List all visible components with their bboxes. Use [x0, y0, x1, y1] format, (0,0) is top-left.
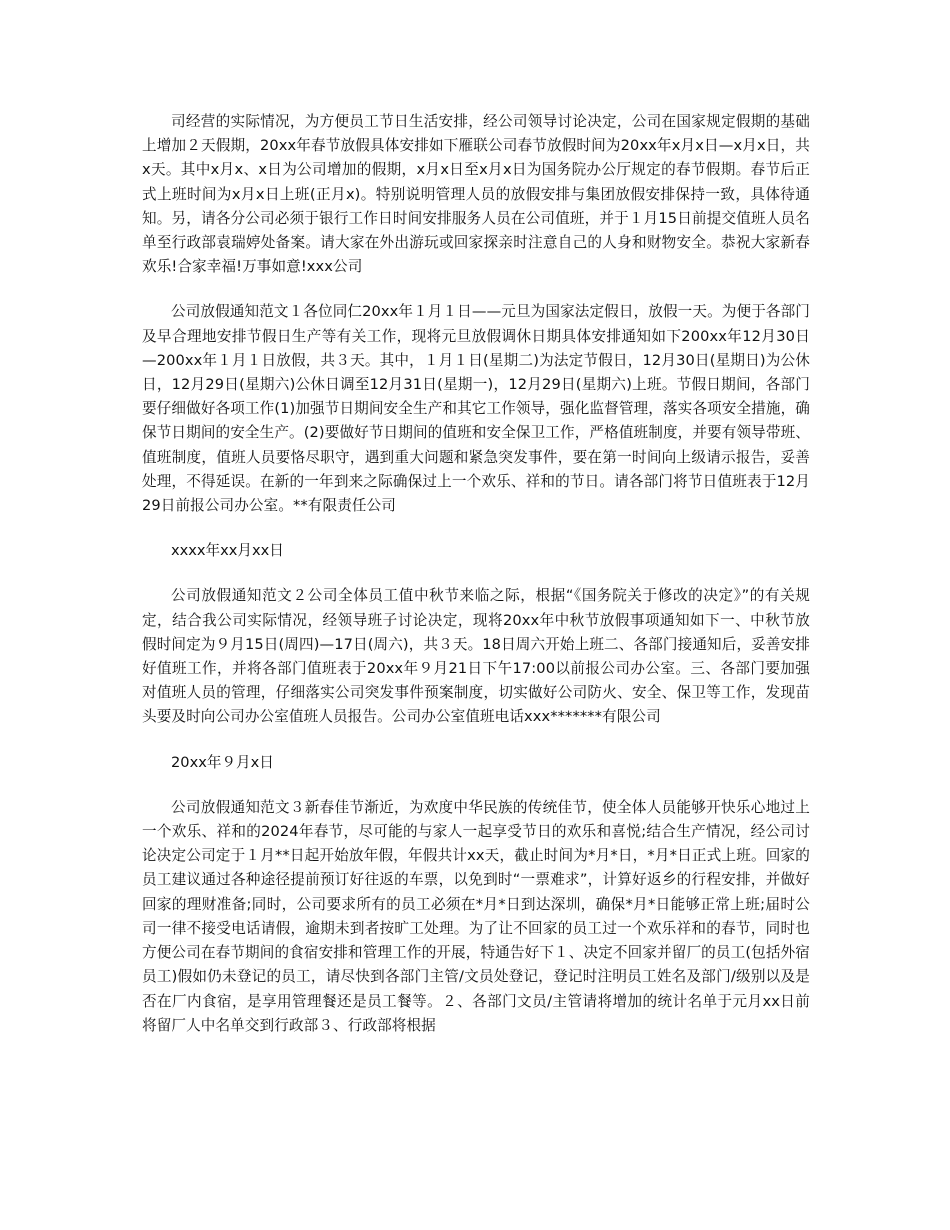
paragraph-spring-festival-notice: 司经营的实际情况，为方便员工节日生活安排，经公司领导讨论决定，公司在国家规定假期的基础上增加２天假期，20xx年春节放假具体安排如下雁联公司春节放假时间为20xx年x月x日—x月x日，共x天。其中x月x、x日为公司增加的假期，x月x日至x月x日为国务院办公厅规定的春节假期。春节后正式上班时间为x月x日上班(正月x)。特别说明管理人员的放假安排与集团放假安排保持一致，具体待通知。另，请各分公司必须于银行工作日时间安排服务人员在公司值班，并于１月15日前提交值班人员名单至行政部袁瑞婷处备案。请大家在外出游玩或回家探亲时注意自己的人身和财物安全。恭祝大家新春欢乐!合家幸福!万事如意!xxx公司	[142, 113, 810, 276]
document-page	[142, 110, 810, 1059]
paragraph-new-year-notice: 公司放假通知范文１各位同仁20xx年１月１日——元旦为国家法定假日，放假一天。为便于各部门及早合理地安排节假日生产等有关工作，现将元旦放假调休日期具体安排通知如下200xx年12月30日—200xx年１月１日放假，共３天。其中，１月１日(星期二)为法定节假日，12月30日(星期日)为公休日，12月29日(星期六)公休日调至12月31日(星期一)，12月29日(星期六)上班。节假日期间，各部门要仔细做好各项工作(1)加强节日期间安全生产和其它工作领导，强化监督管理，落实各项安全措施，确保节日期间的安全生产。(2)要做好节日期间的值班和安全保卫工作，严格值班制度，并要有领导带班、值班制度，值班人员要恪尽职守，遇到重大问题和紧急突发事件，要在第一时间向上级请示报告，妥善处理，不得延误。在新的一年到来之际确保过上一个欢乐、祥和的节日。请各部门将节日值班表于12月29日前报公司办公室。**有限责任公司	[142, 303, 810, 515]
paragraph-mid-autumn-notice: 公司放假通知范文２公司全体员工值中秋节来临之际，根据“《国务院关于修改的决定》”的有关规定，结合我公司实际情况，经领导班子讨论决定，现将20xx年中秋节放假事项通知如下一、中秋节放假时间定为９月15日(周四)—17日(周六)，共３天。18日周六开始上班二、各部门接通知后，妥善安排好值班工作，并将各部门值班表于20xx年９月21日下午17:00以前报公司办公室。三、各部门要加强对值班人员的管理，仔细落实公司突发事件预案制度，切实做好公司防火、安全、保卫等工作，发现苗头要及时向公司办公室值班人员报告。公司办公室值班电话xxx*******有限公司	[142, 587, 810, 726]
date-line-2: 20xx年９月x日	[171, 753, 274, 771]
date-line-1: xxxx年xx月xx日	[171, 542, 284, 560]
paragraph-new-year-holiday-notice: 公司放假通知范文３新春佳节渐近，为欢度中华民族的传统佳节，使全体人员能够开快乐心地过上一个欢乐、祥和的2024年春节，尽可能的与家人一起享受节日的欢乐和喜悦;结合生产情况，经公司讨论决定公司定于１月**日起开始放年假，年假共计xx天，截止时间为*月*日，*月*日正式上班。回家的员工建议通过各种途径提前预订好往返的车票，以免到时“一票难求”，计算好返乡的行程安排，并做好回家的理财准备;同时，公司要求所有的员工必须在*月*日到达深圳，确保*月*日能够正常上班;届时公司一律不接受电话请假，逾期未到者按旷工处理。为了让不回家的员工过一个欢乐祥和的春节，同时也方便公司在春节期间的食宿安排和管理工作的开展，特通告好下１、决定不回家并留厂的员工(包括外宿员工)假如仍未登记的员工，请尽快到各部门主管/文员处登记，登记时注明员工姓名及部门/级别以及是否在厂内食宿，是享用管理餐还是员工餐等。２、各部门文员/主管请将增加的统计名单于元月xx日前将留厂人中名单交到行政部３、行政部将根据	[142, 798, 810, 1034]
